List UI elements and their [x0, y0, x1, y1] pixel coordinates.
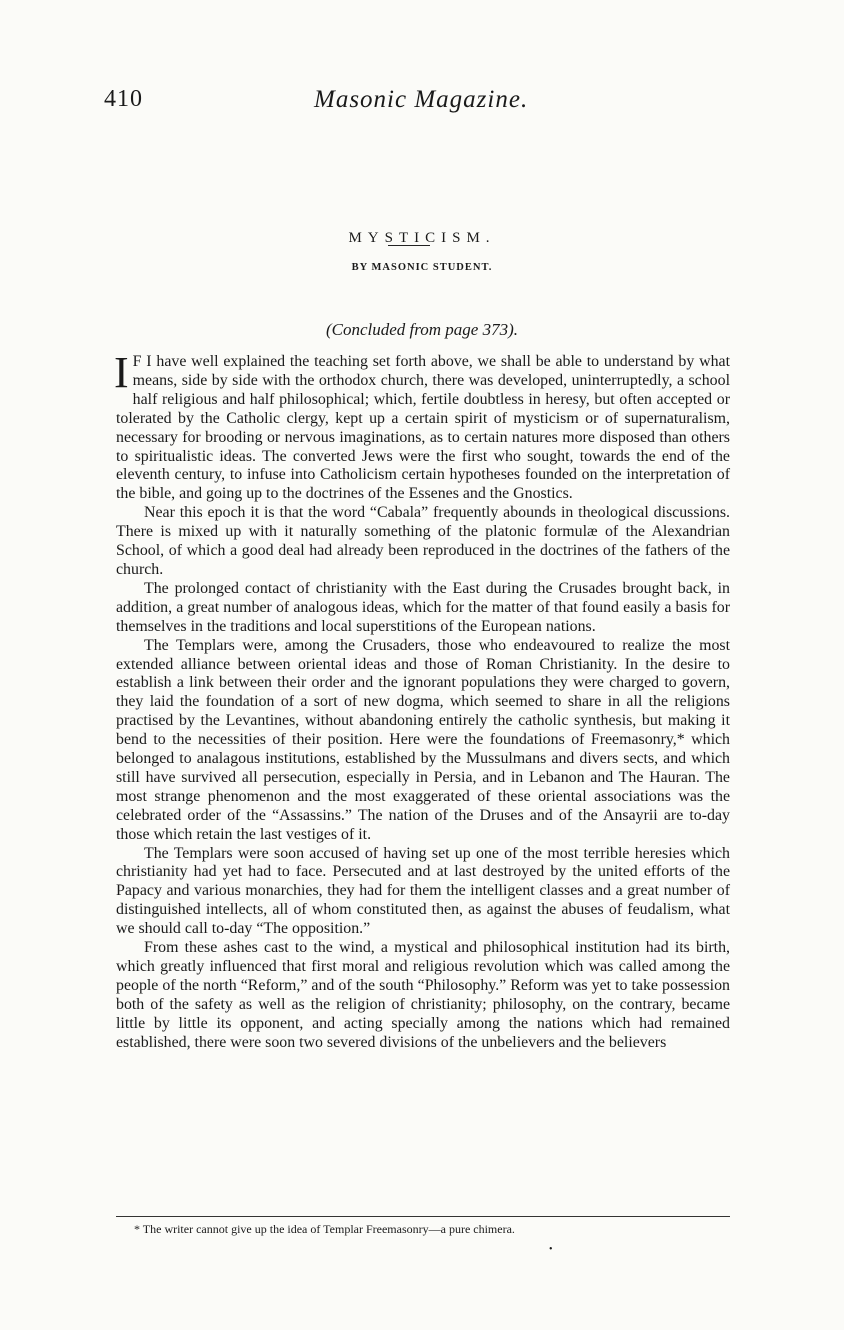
paragraph: From these ashes cast to the wind, a mystical and philosophical institution had its birth, which greatly influenced that first moral and religious revolution which was called among the people of the north “Reform,” and of the south “Philosophy.” Reform was yet to take possession both of the safety as well as the religion of christianity; philosophy, on the contrary, became little by little its opponent, and acting specially among the nations which had remained established, there were soon two severed divisions of the unbelievers and the believers: [116, 939, 730, 1051]
page-number: 410: [104, 86, 143, 112]
paragraph: The Templars were, among the Crusaders, those who endeavoured to realize the most extended alliance between oriental ideas and those of Roman Christianity. In the desire to establish a link between their order and the ignorant populations they were charged to govern, they laid the foundation of a sort of new dogma, which seemed to share in all the religions practised by the Levantines, without abandoning entirely the catholic synthesis, but making it bend to the necessities of their position. Here were the foundations of Freemasonry,* which belonged to analagous institutions, established by the Mussulmans and divers sects, and which still have survived all persecution, especially in Persia, and in Lebanon and The Hauran. The most strange phenomenon and the most exaggerated of these oriental associations was the celebrated order of the “Assassins.” The nation of the Druses and of the Ansayrii are to-day those which retain the last vestiges of it.: [116, 636, 730, 843]
title-divider: [388, 245, 430, 246]
paragraph: Near this epoch it is that the word “Cabala” frequently abounds in theological discussions. There is mixed up with it naturally something of the platonic formulæ of the Alexandrian School, of which a good deal had already been reproduced in the doctrines of the fathers of the church.: [116, 504, 730, 578]
article-byline: BY MASONIC STUDENT.: [351, 262, 493, 273]
stray-mark: •: [549, 1244, 553, 1255]
paragraph: [114, 348, 730, 504]
article-title: MYSTICISM.: [348, 230, 496, 246]
article-body: [114, 348, 730, 1053]
running-title: Masonic Magazine.: [314, 86, 529, 113]
footnote-divider: [116, 1216, 730, 1217]
continued-note: (Concluded from page 373).: [325, 320, 518, 339]
paragraph: The Templars were soon accused of having set up one of the most terrible heresies which christianity had yet had to face. Persecuted and at last destroyed by the united efforts of the Papacy and various monarchies, they had for them the intelligent classes and a great number of distinguished intellects, all of whom constituted then, as against the abuses of feudalism, what we should call to-day “The opposition.”: [116, 844, 730, 938]
drop-cap: I: [114, 348, 129, 397]
paragraph: The prolonged contact of christianity with the East during the Crusades brought back, in addition, a great number of analogous ideas, which for the matter of that found easily a basis for themselves in the traditions and local superstitions of the European nations.: [116, 579, 730, 635]
footnote: * The writer cannot give up the idea of Templar Freemasonry—a pure chimera.: [134, 1222, 515, 1236]
paragraph-text: F I have well explained the teaching set forth above, we shall be able to understand by what means, side by side with the orthodox church, there was developed, uninterruptedly, a school half religious and half philosophical; which, fertile doubtless in heresy, but often accepted or tolerated by the Catholic clergy, kept up a certain spirit of mysticism or of supernaturalism, necessary for brooding or nervous imaginations, as to certain natures more disposed than others to spiritualistic ideas. The converted Jews were the first who sought, towards the end of the eleventh century, to infuse into Catholicism certain hypotheses founded on the interpretation of the bible, and going up to the doctrines of the Essenes and the Gnostics.: [116, 353, 730, 503]
